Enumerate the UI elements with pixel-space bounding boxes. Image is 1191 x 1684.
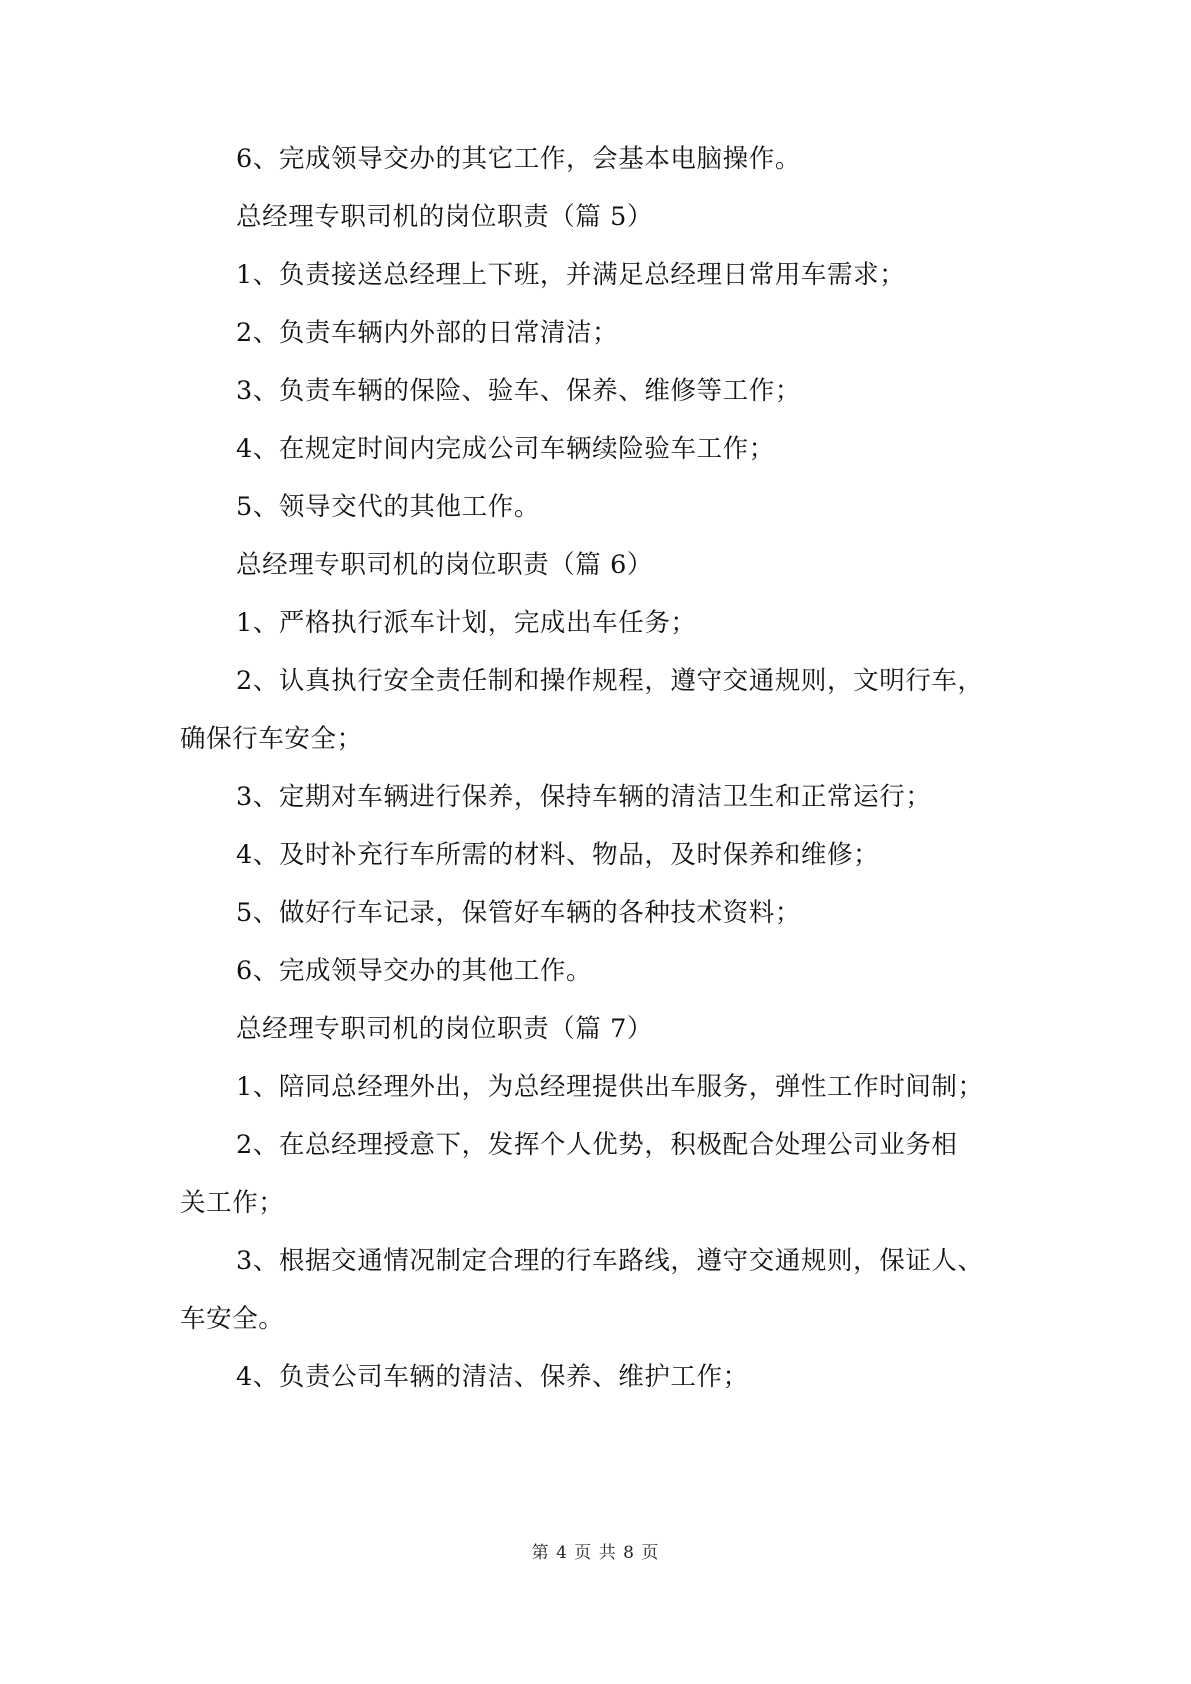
- section-heading-6: 总经理专职司机的岗位职责（篇 6）: [236, 550, 654, 580]
- page-footer: 第 4 页 共 8 页: [531, 1543, 660, 1563]
- paragraph-continuation: 车安全。: [180, 1304, 285, 1334]
- paragraph-continuation: 确保行车安全；: [180, 724, 363, 754]
- paragraph-continuation: 关工作；: [180, 1188, 285, 1218]
- paragraph-item-1: 1、陪同总经理外出，为总经理提供出车服务，弹性工作时间制；: [236, 1072, 984, 1102]
- section-heading-7: 总经理专职司机的岗位职责（篇 7）: [236, 1014, 654, 1044]
- paragraph-item-5: 5、做好行车记录，保管好车辆的各种技术资料；: [236, 898, 801, 928]
- paragraph-item-3: 3、定期对车辆进行保养，保持车辆的清洁卫生和正常运行；: [236, 782, 932, 812]
- paragraph-item-3: 3、根据交通情况制定合理的行车路线，遵守交通规则，保证人、: [236, 1246, 984, 1276]
- paragraph-item-6: 6、完成领导交办的其他工作。: [236, 956, 593, 986]
- paragraph-item-4: 4、在规定时间内完成公司车辆续险验车工作；: [236, 434, 775, 464]
- paragraph-item-4: 4、负责公司车辆的清洁、保养、维护工作；: [236, 1362, 749, 1392]
- section-heading-5: 总经理专职司机的岗位职责（篇 5）: [236, 202, 654, 232]
- paragraph-item-5: 5、领导交代的其他工作。: [236, 492, 540, 522]
- paragraph-item-1: 1、严格执行派车计划，完成出车任务；: [236, 608, 697, 638]
- paragraph-item-6-other-work: 6、完成领导交办的其它工作，会基本电脑操作。: [236, 144, 801, 174]
- paragraph-item-2: 2、认真执行安全责任制和操作规程，遵守交通规则，文明行车，: [236, 666, 984, 696]
- paragraph-item-2: 2、负责车辆内外部的日常清洁；: [236, 318, 619, 348]
- paragraph-item-4: 4、及时补充行车所需的材料、物品，及时保养和维修；: [236, 840, 880, 870]
- paragraph-item-3: 3、负责车辆的保险、验车、保养、维修等工作；: [236, 376, 801, 406]
- paragraph-item-2: 2、在总经理授意下，发挥个人优势，积极配合处理公司业务相: [236, 1130, 958, 1160]
- paragraph-item-1: 1、负责接送总经理上下班，并满足总经理日常用车需求；: [236, 260, 906, 290]
